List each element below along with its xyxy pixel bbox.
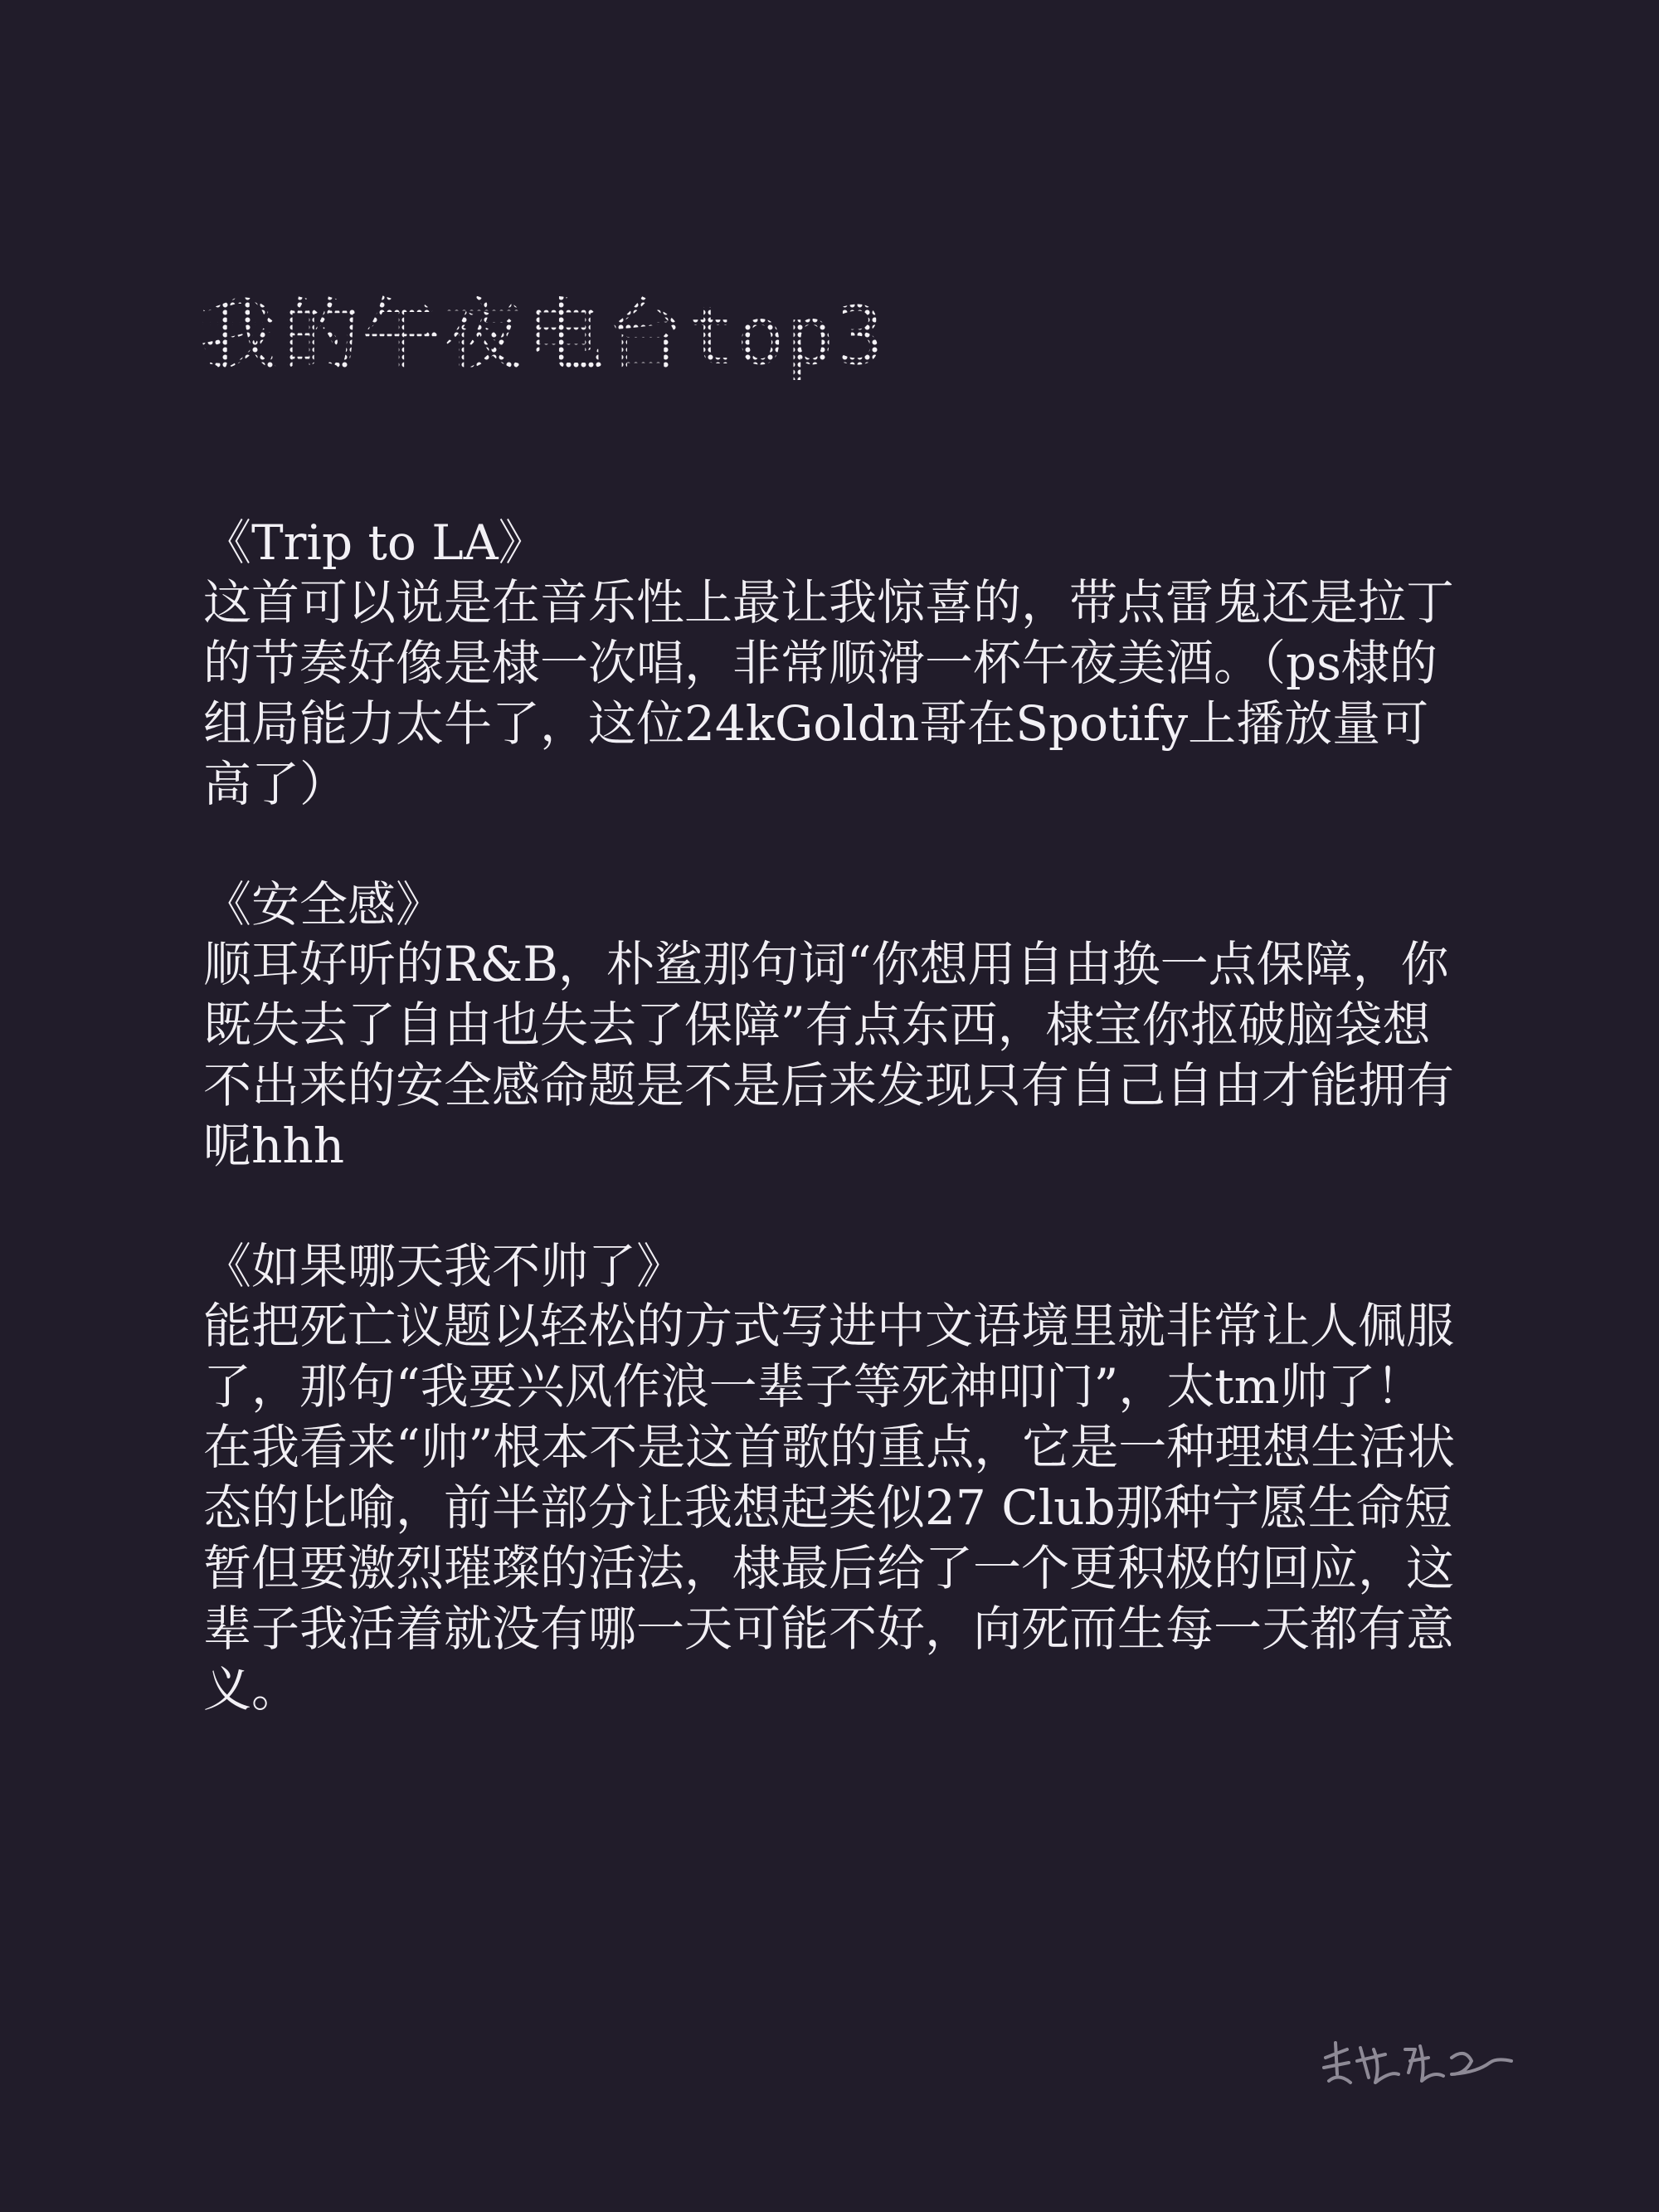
song-review: 这首可以说是在音乐性上最让我惊喜的，带点雷鬼还是拉丁的节奏好像是棣一次唱，非常顺滑一杯午夜美酒。（ps棣的组局能力太牛了，这位24kGoldn哥在Spotify上播放量可高了） — [203, 574, 1455, 812]
review-list — [203, 513, 1464, 1780]
song-title: 《安全感》 — [203, 876, 445, 933]
page-title: 我的午夜电台top3 — [199, 286, 885, 386]
song-review: 顺耳好听的R&B，朴鲨那句词“你想用自由换一点保障，你既失去了自由也失去了保障”有点东西，棣宝你抠破脑袋想不出来的安全感命题是不是后来发现只有自己自由才能拥有呢hhh — [203, 936, 1455, 1174]
review-section-trip-to-la — [203, 513, 1464, 815]
handwritten-signature — [1319, 2024, 1518, 2099]
song-title: 《Trip to LA》 — [203, 514, 547, 571]
song-title: 《如果哪天我不帅了》 — [203, 1238, 685, 1294]
review-section-security — [203, 875, 1464, 1177]
song-review: 能把死亡议题以轻松的方式写进中文语境里就非常让人佩服了，那句“我要兴风作浪一辈子等死神叩门”，太tm帅了！在我看来“帅”根本不是这首歌的重点，它是一种理想生活状态的比喻，前半部分让我想起类似27 Club那种宁愿生命短暂但要激烈璀璨的活法，棣最后给了一个更积极的回应，这辈子我活着就没有哪一天可能不好，向死而生每一天都有意义。 — [203, 1298, 1456, 1717]
review-section-not-handsome — [203, 1236, 1464, 1720]
